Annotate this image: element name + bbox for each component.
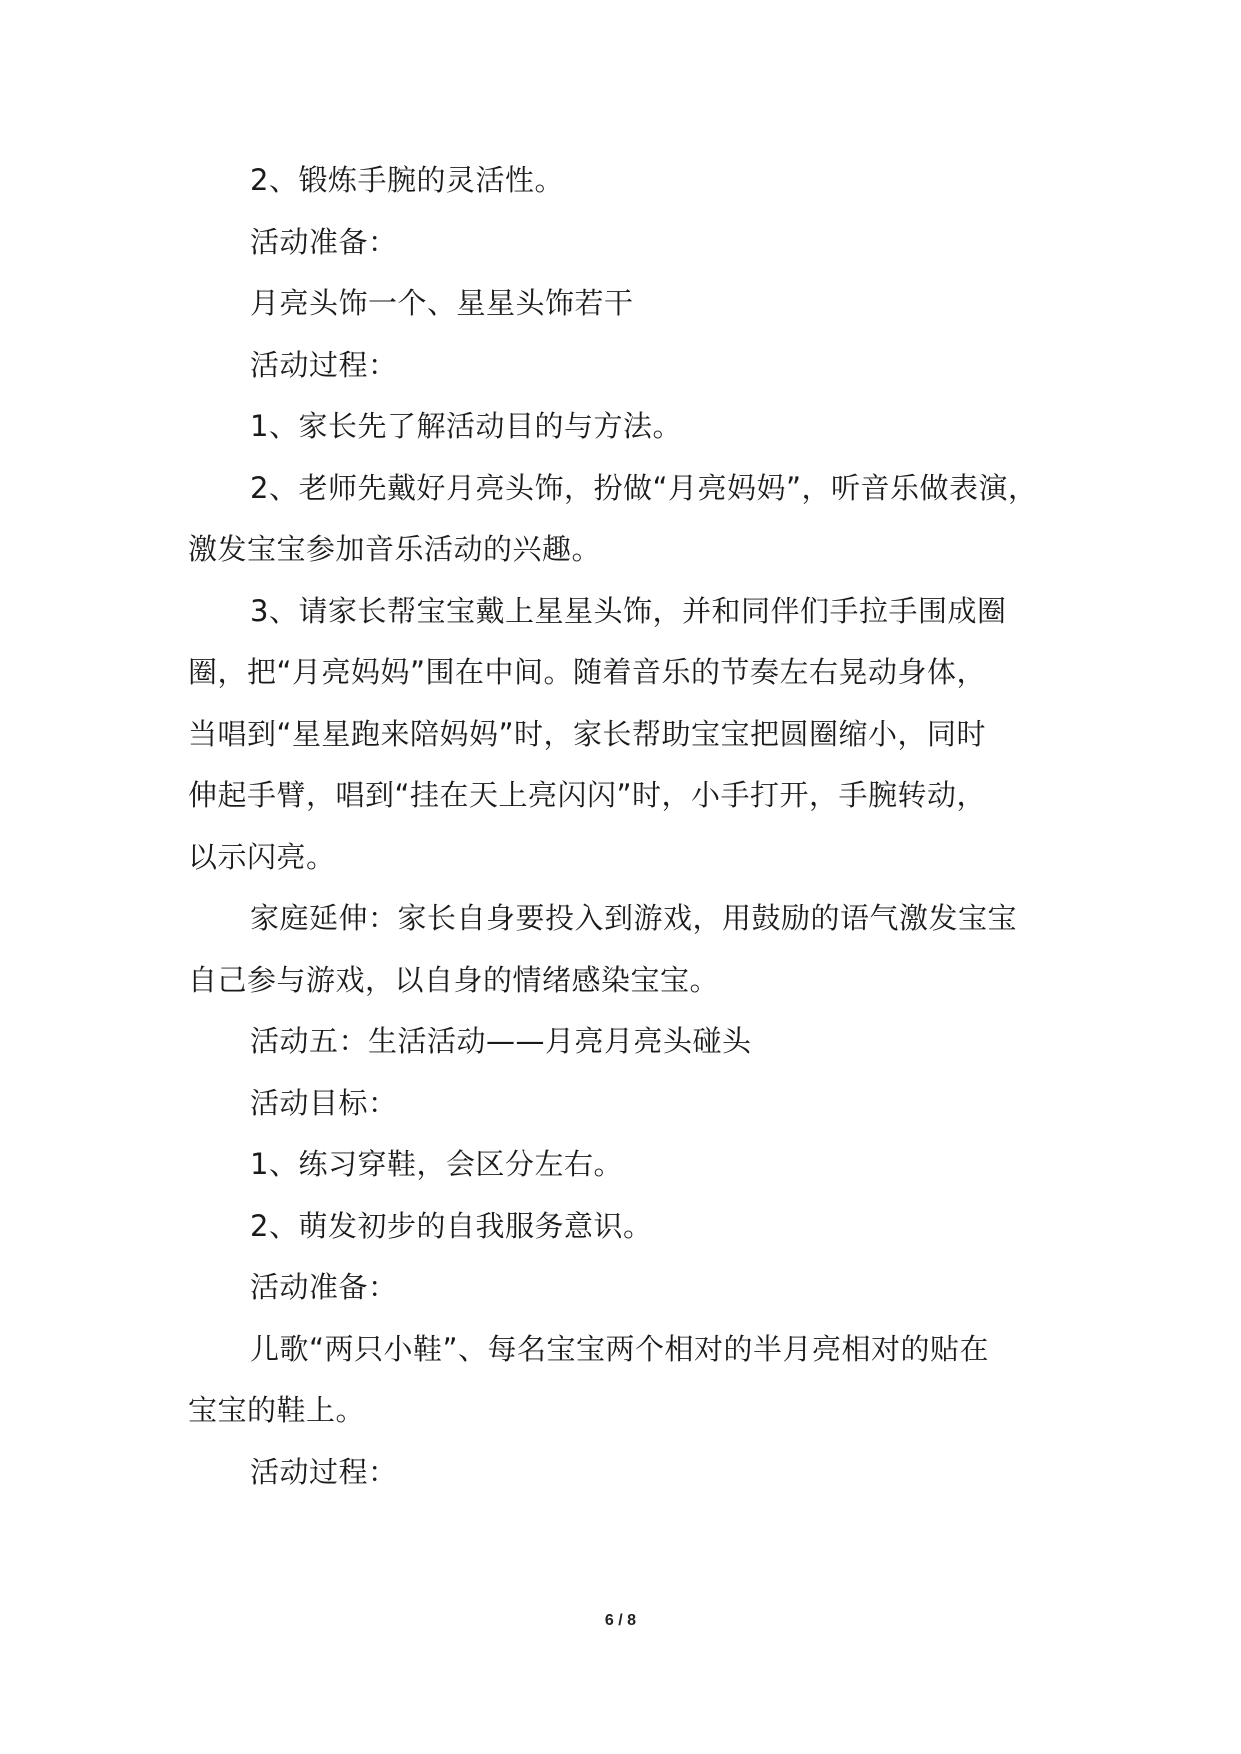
body-line: 2、萌发初步的自我服务意识。 xyxy=(250,1208,653,1243)
body-line: 当唱到“星星跑来陪妈妈”时，家长帮助宝宝把圆圈缩小，同时 xyxy=(188,716,987,751)
section-heading: 活动目标： xyxy=(250,1085,398,1120)
body-line: 家庭延伸：家长自身要投入到游戏，用鼓励的语气激发宝宝 xyxy=(250,901,1018,935)
body-line: 伸起手臂，唱到“挂在天上亮闪闪”时，小手打开，手腕转动， xyxy=(188,778,987,812)
body-line: 激发宝宝参加音乐活动的兴趣。 xyxy=(188,532,602,566)
body-line: 1、家长先了解活动目的与方法。 xyxy=(250,409,682,443)
body-line: 2、老师先戴好月亮头饰，扮做“月亮妈妈”，听音乐做表演， xyxy=(250,470,1038,505)
body-line: 1、练习穿鞋，会区分左右。 xyxy=(250,1147,623,1181)
document-body xyxy=(188,150,1053,1503)
body-line: 2、锻炼手腕的灵活性。 xyxy=(250,163,564,197)
section-heading: 活动过程： xyxy=(250,1454,398,1489)
body-line: 儿歌“两只小鞋”、每名宝宝两个相对的半月亮相对的贴在 xyxy=(250,1331,990,1366)
page-number: 6 / 8 xyxy=(604,1612,637,1629)
body-line: 圈，把“月亮妈妈”围在中间。随着音乐的节奏左右晃动身体， xyxy=(188,655,987,689)
body-line: 自己参与游戏，以自身的情绪感染宝宝。 xyxy=(188,962,720,997)
section-heading: 活动过程： xyxy=(250,347,398,382)
body-line: 月亮头饰一个、星星头饰若干 xyxy=(250,286,634,320)
body-line: 以示闪亮。 xyxy=(188,839,336,874)
body-line: 宝宝的鞋上。 xyxy=(188,1393,366,1427)
section-heading: 活动五：生活活动——月亮月亮头碰头 xyxy=(250,1024,752,1058)
section-heading: 活动准备： xyxy=(250,224,398,259)
section-heading: 活动准备： xyxy=(250,1270,398,1304)
body-line: 3、请家长帮宝宝戴上星星头饰，并和同伴们手拉手围成圈 xyxy=(250,593,1007,628)
